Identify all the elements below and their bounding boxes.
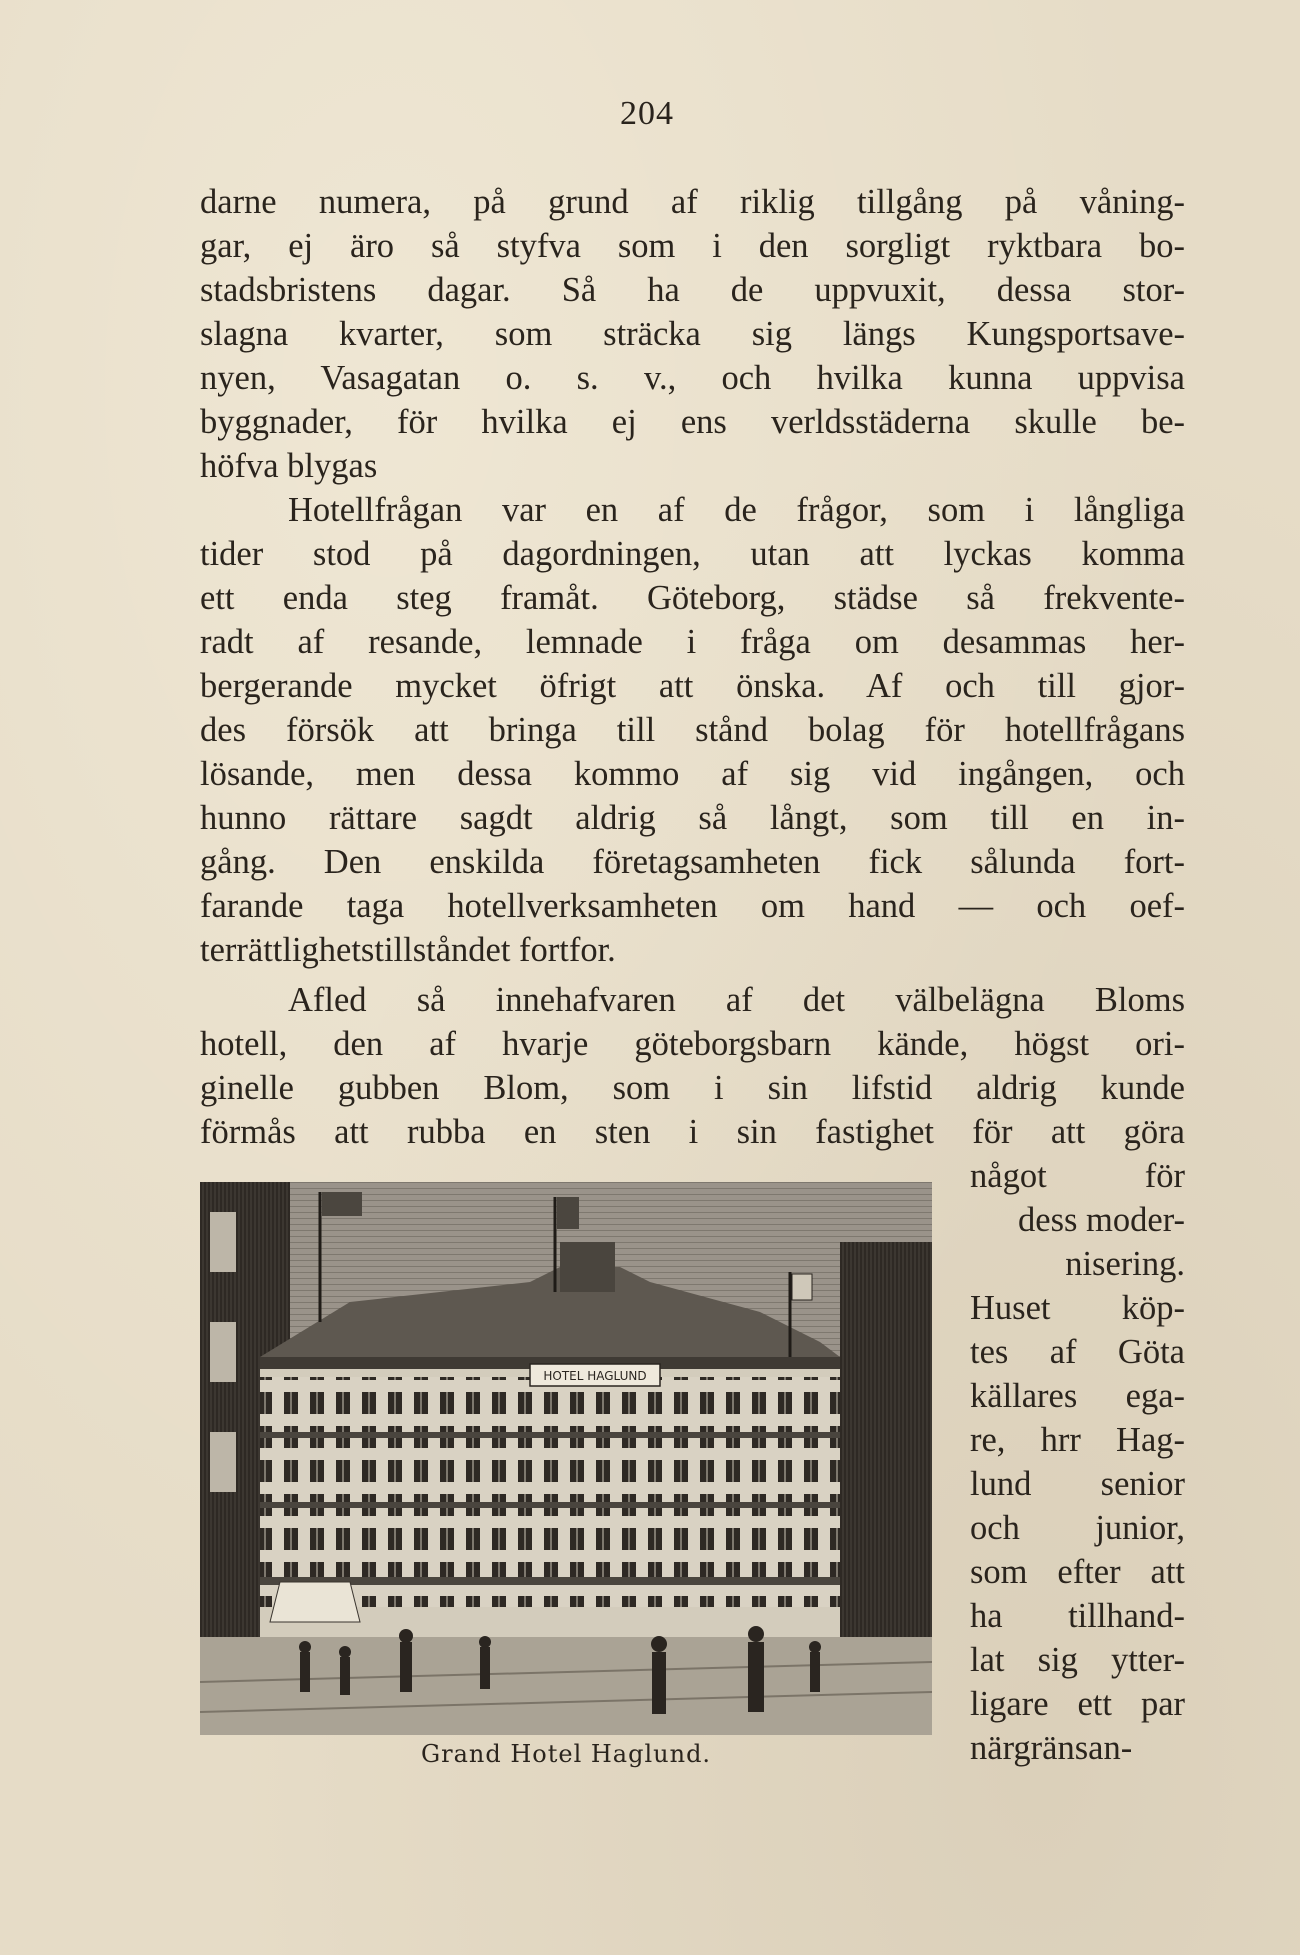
side-line: lat sig ytter- — [970, 1641, 1185, 1679]
side-line: ligare ett par — [970, 1685, 1185, 1723]
body-line: stadsbristens dagar. Så ha de uppvuxit, dessa stor- — [200, 271, 1185, 309]
body-line: slagna kvarter, som sträcka sig längs Kungsportsave- — [200, 315, 1185, 353]
body-line: tider stod på dagordningen, utan att lyckas komma — [200, 535, 1185, 573]
body-line: radt af resande, lemnade i fråga om desammas her- — [200, 623, 1185, 661]
side-line: nisering. — [1065, 1245, 1185, 1283]
body-line: darne numera, på grund af riklig tillgång på våning- — [200, 183, 1185, 221]
body-line: des försök att bringa till stånd bolag för hotellfrågans — [200, 711, 1185, 749]
body-line: hotell, den af hvarje göteborgsbarn kände, högst ori- — [200, 1025, 1185, 1063]
body-line: terrättlighetstillståndet fortfor. — [200, 931, 616, 969]
body-line: Hotellfrågan var en af de frågor, som i långliga — [288, 491, 1185, 529]
side-line: lund senior — [970, 1465, 1185, 1503]
body-line: bergerande mycket öfrigt att önska. Af och till gjor- — [200, 667, 1185, 705]
side-line: dess moder- — [1018, 1201, 1185, 1239]
body-line: gång. Den enskilda företagsamheten fick sålunda fort- — [200, 843, 1185, 881]
body-line: höfva blygas — [200, 447, 378, 485]
body-line: hunno rättare sagdt aldrig så långt, som till en in- — [200, 799, 1185, 837]
side-line: något för — [970, 1157, 1185, 1195]
side-line: närgränsan- — [970, 1729, 1133, 1767]
side-line: källares ega- — [970, 1377, 1185, 1415]
body-line: lösande, men dessa kommo af sig vid ingången, och — [200, 755, 1185, 793]
side-line: tes af Göta — [970, 1333, 1185, 1371]
page-number: 204 — [620, 95, 674, 132]
body-line: ginelle gubben Blom, som i sin lifstid aldrig kunde — [200, 1069, 1185, 1107]
hotel-sign-text: HOTEL HAGLUND — [543, 1369, 647, 1383]
side-line: som efter att — [970, 1553, 1185, 1591]
side-line: och junior, — [970, 1509, 1185, 1547]
body-line: nyen, Vasagatan o. s. v., och hvilka kunna uppvisa — [200, 359, 1185, 397]
side-line: ha tillhand- — [970, 1597, 1185, 1635]
body-line: gar, ej äro så styfva som i den sorgligt ryktbara bo- — [200, 227, 1185, 265]
side-line: re, hrr Hag- — [970, 1421, 1185, 1459]
body-line: farande taga hotellverksamheten om hand — och oef- — [200, 887, 1185, 925]
body-line: förmås att rubba en sten i sin fastighet för att göra — [200, 1113, 1185, 1151]
body-line: Afled så innehafvaren af det välbelägna Bloms — [288, 981, 1185, 1019]
body-line: byggnader, för hvilka ej ens verldsstäderna skulle be- — [200, 403, 1185, 441]
body-line: ett enda steg framåt. Göteborg, städse så frekvente- — [200, 579, 1185, 617]
side-line: Huset köp- — [970, 1289, 1185, 1327]
hotel-engraving — [200, 1182, 932, 1735]
figure-caption: Grand Hotel Haglund. — [420, 1740, 712, 1768]
